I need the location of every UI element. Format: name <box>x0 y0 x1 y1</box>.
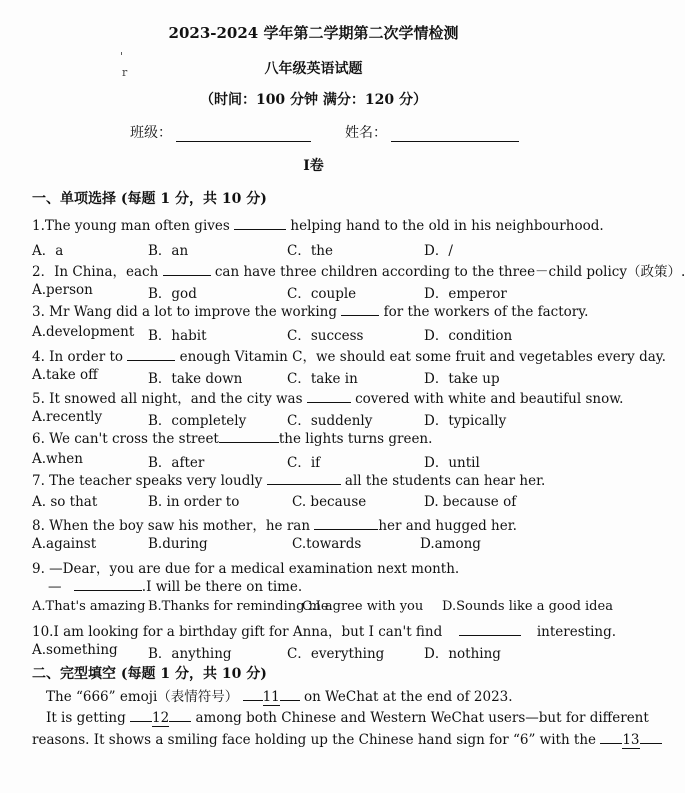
question-10: 10.I am looking for a birthday gift for Anna，but I can't find interesting. <box>32 624 617 640</box>
answer-blank[interactable] <box>314 517 378 530</box>
option-d[interactable]: D．/ <box>424 243 453 259</box>
options-10 <box>32 642 622 660</box>
question-8: 8. When the boy saw his mother，he ran her and hugged her. <box>32 518 517 534</box>
option-b[interactable]: B.during <box>148 536 208 552</box>
option-d[interactable]: D．typically <box>424 413 507 429</box>
option-a[interactable]: A．a <box>32 243 64 259</box>
option-c[interactable]: C.towards <box>292 536 362 552</box>
question-2: 2．In China，each can have three children according to the three－child policy（政策）. <box>32 264 685 280</box>
option-d[interactable]: D.among <box>420 536 481 552</box>
volume-label: I卷 <box>303 158 324 174</box>
blank-number[interactable]: 11 <box>262 689 280 705</box>
name-line[interactable] <box>391 127 519 142</box>
passage-line-2: It is getting 12 among both Chinese and Western WeChat users—but for different <box>46 710 649 726</box>
option-a[interactable]: A.recently <box>32 409 103 425</box>
scan-mark: ' <box>120 50 124 63</box>
passage-line-3: reasons. It shows a smiling face holding up the Chinese hand sign for “6” with the 13 <box>32 731 662 748</box>
question-9-reply: — .I will be there on time. <box>48 579 303 595</box>
option-b[interactable]: B.Thanks for reminding me <box>148 599 329 614</box>
option-d[interactable]: D．condition <box>424 328 513 344</box>
option-d[interactable]: D．nothing <box>424 646 501 662</box>
option-c[interactable]: C．everything <box>287 646 385 662</box>
class-line[interactable] <box>176 127 311 142</box>
option-a[interactable]: A.That's amazing <box>32 599 146 614</box>
exam-subtitle: 八年级英语试题 <box>264 61 363 77</box>
options-1 <box>32 239 622 257</box>
option-b[interactable]: B．god <box>148 286 197 302</box>
options-9 <box>32 599 622 617</box>
options-5 <box>32 409 622 427</box>
question-7: 7. The teacher speaks very loudly all the students can hear her. <box>32 473 546 489</box>
option-c[interactable]: C．success <box>287 328 364 344</box>
option-c[interactable]: C. because <box>292 494 367 510</box>
options-7 <box>32 494 622 512</box>
option-c[interactable]: C．if <box>287 455 321 471</box>
answer-blank[interactable] <box>127 348 175 361</box>
section1-heading: 一、单项选择 (每题 1 分，共 10 分) <box>32 191 267 207</box>
exam-time-score: （时间：100 分钟 满分：120 分） <box>199 92 428 108</box>
option-c[interactable]: C.I agree with you <box>302 599 424 614</box>
question-1: 1.The young man often gives helping hand to the old in his neighbourhood. <box>32 218 604 234</box>
exam-title: 2023-2024 学年第二学期第二次学情检测 <box>168 24 459 42</box>
option-a[interactable]: A.take off <box>32 367 98 383</box>
class-label: 班级： <box>130 125 172 141</box>
section2-heading: 二、完型填空 (每题 1 分，共 10 分) <box>32 666 267 682</box>
option-d[interactable]: D.Sounds like a good idea <box>442 599 613 614</box>
options-6 <box>32 451 622 469</box>
answer-blank[interactable] <box>163 263 211 276</box>
option-a[interactable]: A.person <box>32 282 93 298</box>
option-b[interactable]: B．anything <box>148 646 232 662</box>
answer-blank[interactable] <box>74 578 142 591</box>
question-6: 6. We can't cross the street the lights turns green. <box>32 431 433 447</box>
option-d[interactable]: D．until <box>424 455 480 471</box>
class-field[interactable] <box>130 122 311 142</box>
answer-blank[interactable] <box>307 390 351 403</box>
option-a[interactable]: A.something <box>32 642 118 658</box>
name-field[interactable] <box>345 122 519 142</box>
passage-line-1: The “666” emoji（表情符号） 11 on WeChat at the end of 2023. <box>46 689 513 705</box>
answer-blank[interactable] <box>130 709 152 722</box>
answer-blank[interactable] <box>459 623 521 636</box>
question-4: 4. In order to enough Vitamin C，we should eat some fruit and vegetables every day. <box>32 349 666 365</box>
option-b[interactable]: B．take down <box>148 371 243 387</box>
answer-blank[interactable] <box>600 731 622 744</box>
question-5: 5. It snowed all night，and the city was covered with white and beautiful snow. <box>32 391 624 407</box>
blank-number[interactable]: 13 <box>622 732 640 748</box>
answer-blank[interactable] <box>267 472 341 485</box>
option-c[interactable]: C．couple <box>287 286 357 302</box>
option-a[interactable]: A. so that <box>32 494 98 510</box>
option-a[interactable]: A.when <box>32 451 83 467</box>
options-3 <box>32 324 622 342</box>
answer-blank[interactable] <box>234 217 286 230</box>
question-3: 3. Mr Wang did a lot to improve the working for the workers of the factory. <box>32 304 589 320</box>
blank-number[interactable]: 12 <box>152 710 170 726</box>
answer-blank[interactable] <box>341 303 379 316</box>
option-b[interactable]: B．habit <box>148 328 207 344</box>
question-9: 9. —Dear，you are due for a medical examination next month. <box>32 561 460 577</box>
options-2 <box>32 282 622 300</box>
option-d[interactable]: D．emperor <box>424 286 507 302</box>
option-a[interactable]: A.against <box>32 536 97 552</box>
option-b[interactable]: B．an <box>148 243 189 259</box>
option-c[interactable]: C．suddenly <box>287 413 373 429</box>
option-c[interactable]: C．take in <box>287 371 358 387</box>
option-a[interactable]: A.development <box>32 324 135 340</box>
name-label: 姓名： <box>345 125 387 141</box>
option-b[interactable]: B. in order to <box>148 494 240 510</box>
option-d[interactable]: D. because of <box>424 494 517 510</box>
option-b[interactable]: B．after <box>148 455 205 471</box>
answer-blank[interactable] <box>640 731 662 744</box>
option-c[interactable]: C．the <box>287 243 333 259</box>
options-4 <box>32 367 622 385</box>
answer-blank[interactable] <box>219 430 279 443</box>
scan-mark: r <box>122 66 128 79</box>
option-d[interactable]: D．take up <box>424 371 500 387</box>
answer-blank[interactable] <box>280 688 300 701</box>
answer-blank[interactable] <box>243 688 263 701</box>
option-b[interactable]: B．completely <box>148 413 247 429</box>
options-8 <box>32 536 622 554</box>
answer-blank[interactable] <box>169 709 191 722</box>
